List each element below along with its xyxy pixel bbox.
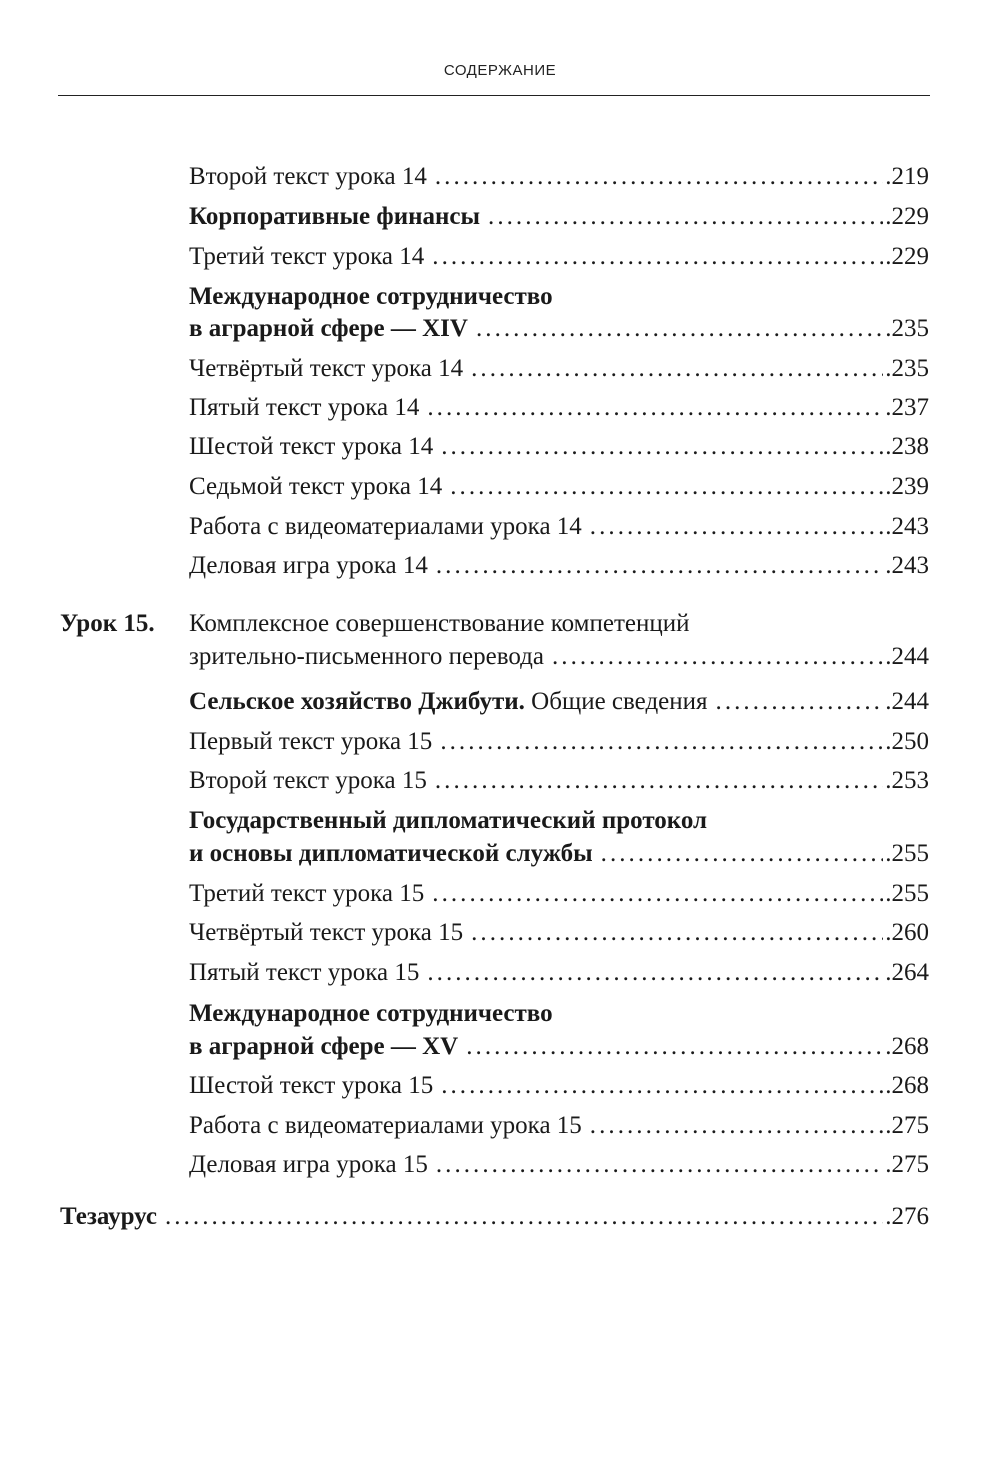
leader-dots <box>441 432 883 462</box>
leader-dots <box>432 879 883 909</box>
leader-dots <box>432 242 883 272</box>
leader-dots <box>716 687 884 717</box>
toc-entry[interactable] <box>189 551 929 581</box>
leader-dots <box>435 766 883 796</box>
toc-section-entry[interactable] <box>189 314 929 344</box>
toc-page-number: .237 <box>885 394 929 421</box>
toc-entry[interactable] <box>189 1111 929 1141</box>
leader-dots <box>552 642 883 672</box>
toc-entry-title: Второй текст урока 14 <box>189 163 427 190</box>
toc-entry[interactable] <box>189 162 929 192</box>
toc-entry[interactable] <box>189 1150 929 1180</box>
leader-dots <box>436 551 883 581</box>
leader-dots <box>601 839 884 869</box>
toc-section-title: в аграрной сфере — XIV <box>189 315 468 342</box>
toc-entry[interactable] <box>189 354 929 384</box>
toc-section-title-line1: Государственный дипломатический протокол <box>189 807 708 834</box>
toc-page-number: .229 <box>885 243 929 270</box>
leader-dots <box>450 472 883 502</box>
leader-dots <box>590 512 883 542</box>
leader-dots <box>590 1111 883 1141</box>
leader-dots <box>436 1150 883 1180</box>
leader-dots <box>471 354 883 384</box>
toc-section-title-line1: Международное сотрудничество <box>189 283 553 310</box>
toc-section-title: и основы дипломатической службы <box>189 840 593 867</box>
lesson-title-line1: Комплексное совершенствование компетенций <box>189 610 690 637</box>
toc-entry-title: Четвёртый текст урока 15 <box>189 919 464 946</box>
toc-entry[interactable] <box>189 727 929 757</box>
toc-thesaurus-entry[interactable] <box>60 1202 929 1232</box>
toc-entry-title: Работа с видеоматериалами урока 14 <box>189 513 582 540</box>
header-rule <box>58 95 930 96</box>
lesson-title: зрительно-письменного перевода <box>189 643 544 670</box>
toc-entry-title: Деловая игра урока 14 <box>189 552 428 579</box>
toc-entry-title: Первый текст урока 15 <box>189 728 433 755</box>
toc-section-entry[interactable] <box>189 202 929 232</box>
toc-entry[interactable] <box>189 432 929 462</box>
toc-section-entry[interactable] <box>189 1032 929 1062</box>
toc-page-number: .250 <box>885 728 929 755</box>
toc-entry-title: Пятый текст урока 14 <box>189 394 420 421</box>
toc-page-number: .268 <box>885 1033 929 1060</box>
toc-page-number: .275 <box>885 1151 929 1178</box>
toc-page-number: .244 <box>885 688 929 715</box>
toc-entry-title: Шестой текст урока 14 <box>189 433 434 460</box>
toc-page-number: .238 <box>885 433 929 460</box>
toc-section-subtitle: Общие сведения <box>524 688 708 715</box>
toc-page-number: .275 <box>885 1112 929 1139</box>
toc-entry-title: Третий текст урока 15 <box>189 880 425 907</box>
toc-page-number: .264 <box>885 959 929 986</box>
toc-entry[interactable] <box>189 472 929 502</box>
running-header: СОДЕРЖАНИЕ <box>443 62 557 79</box>
toc-page-number: .219 <box>885 163 929 190</box>
toc-page-number: .255 <box>885 840 929 867</box>
toc-entry-title: Четвёртый текст урока 14 <box>189 355 464 382</box>
toc-entry[interactable] <box>189 918 929 948</box>
toc-entry[interactable] <box>189 393 929 423</box>
toc-page-number: .260 <box>885 919 929 946</box>
leader-dots <box>488 202 883 232</box>
leader-dots <box>440 727 883 757</box>
toc-page-number: .276 <box>885 1203 929 1230</box>
toc-entry[interactable] <box>189 242 929 272</box>
toc-page-number: .244 <box>885 643 929 670</box>
toc-section-title: Сельское хозяйство Джибути. <box>189 688 525 715</box>
leader-dots <box>165 1202 883 1232</box>
toc-entry-title: Седьмой текст урока 14 <box>189 473 443 500</box>
lesson-entry[interactable] <box>189 642 929 672</box>
toc-entry[interactable] <box>189 512 929 542</box>
toc-page-number: .239 <box>885 473 929 500</box>
toc-entry[interactable] <box>189 766 929 796</box>
toc-entry[interactable] <box>189 1071 929 1101</box>
leader-dots <box>476 314 883 344</box>
leader-dots <box>435 162 883 192</box>
toc-page-number: .243 <box>885 513 929 540</box>
toc-entry-title: Деловая игра урока 15 <box>189 1151 428 1178</box>
toc-entry[interactable] <box>189 958 929 988</box>
toc-entry[interactable] <box>189 879 929 909</box>
toc-page-number: .255 <box>885 880 929 907</box>
toc-thesaurus-title: Тезаурус <box>60 1203 157 1230</box>
toc-page-number: .235 <box>885 355 929 382</box>
toc-entry-title: Работа с видеоматериалами урока 15 <box>189 1112 582 1139</box>
leader-dots <box>441 1071 883 1101</box>
toc-page-number: .235 <box>885 315 929 342</box>
leader-dots <box>471 918 883 948</box>
toc-section-title: Корпоративные финансы <box>189 203 481 230</box>
toc-entry-title: Второй текст урока 15 <box>189 767 427 794</box>
toc-page-number: .253 <box>885 767 929 794</box>
toc-section-title: в аграрной сфере — XV <box>189 1033 459 1060</box>
toc-page-number: .268 <box>885 1072 929 1099</box>
leader-dots <box>427 958 883 988</box>
leader-dots <box>427 393 883 423</box>
toc-entry-title: Пятый текст урока 15 <box>189 959 420 986</box>
toc-section-title-line1: Международное сотрудничество <box>189 1000 553 1027</box>
toc-entry-title: Шестой текст урока 15 <box>189 1072 434 1099</box>
toc-section-entry[interactable] <box>189 839 929 869</box>
toc-entry-title: Третий текст урока 14 <box>189 243 425 270</box>
lesson-label: Урок 15. <box>60 610 155 637</box>
toc-page-number: .229 <box>885 203 929 230</box>
leader-dots <box>466 1032 883 1062</box>
toc-page-number: .243 <box>885 552 929 579</box>
toc-section-entry[interactable] <box>189 687 929 717</box>
